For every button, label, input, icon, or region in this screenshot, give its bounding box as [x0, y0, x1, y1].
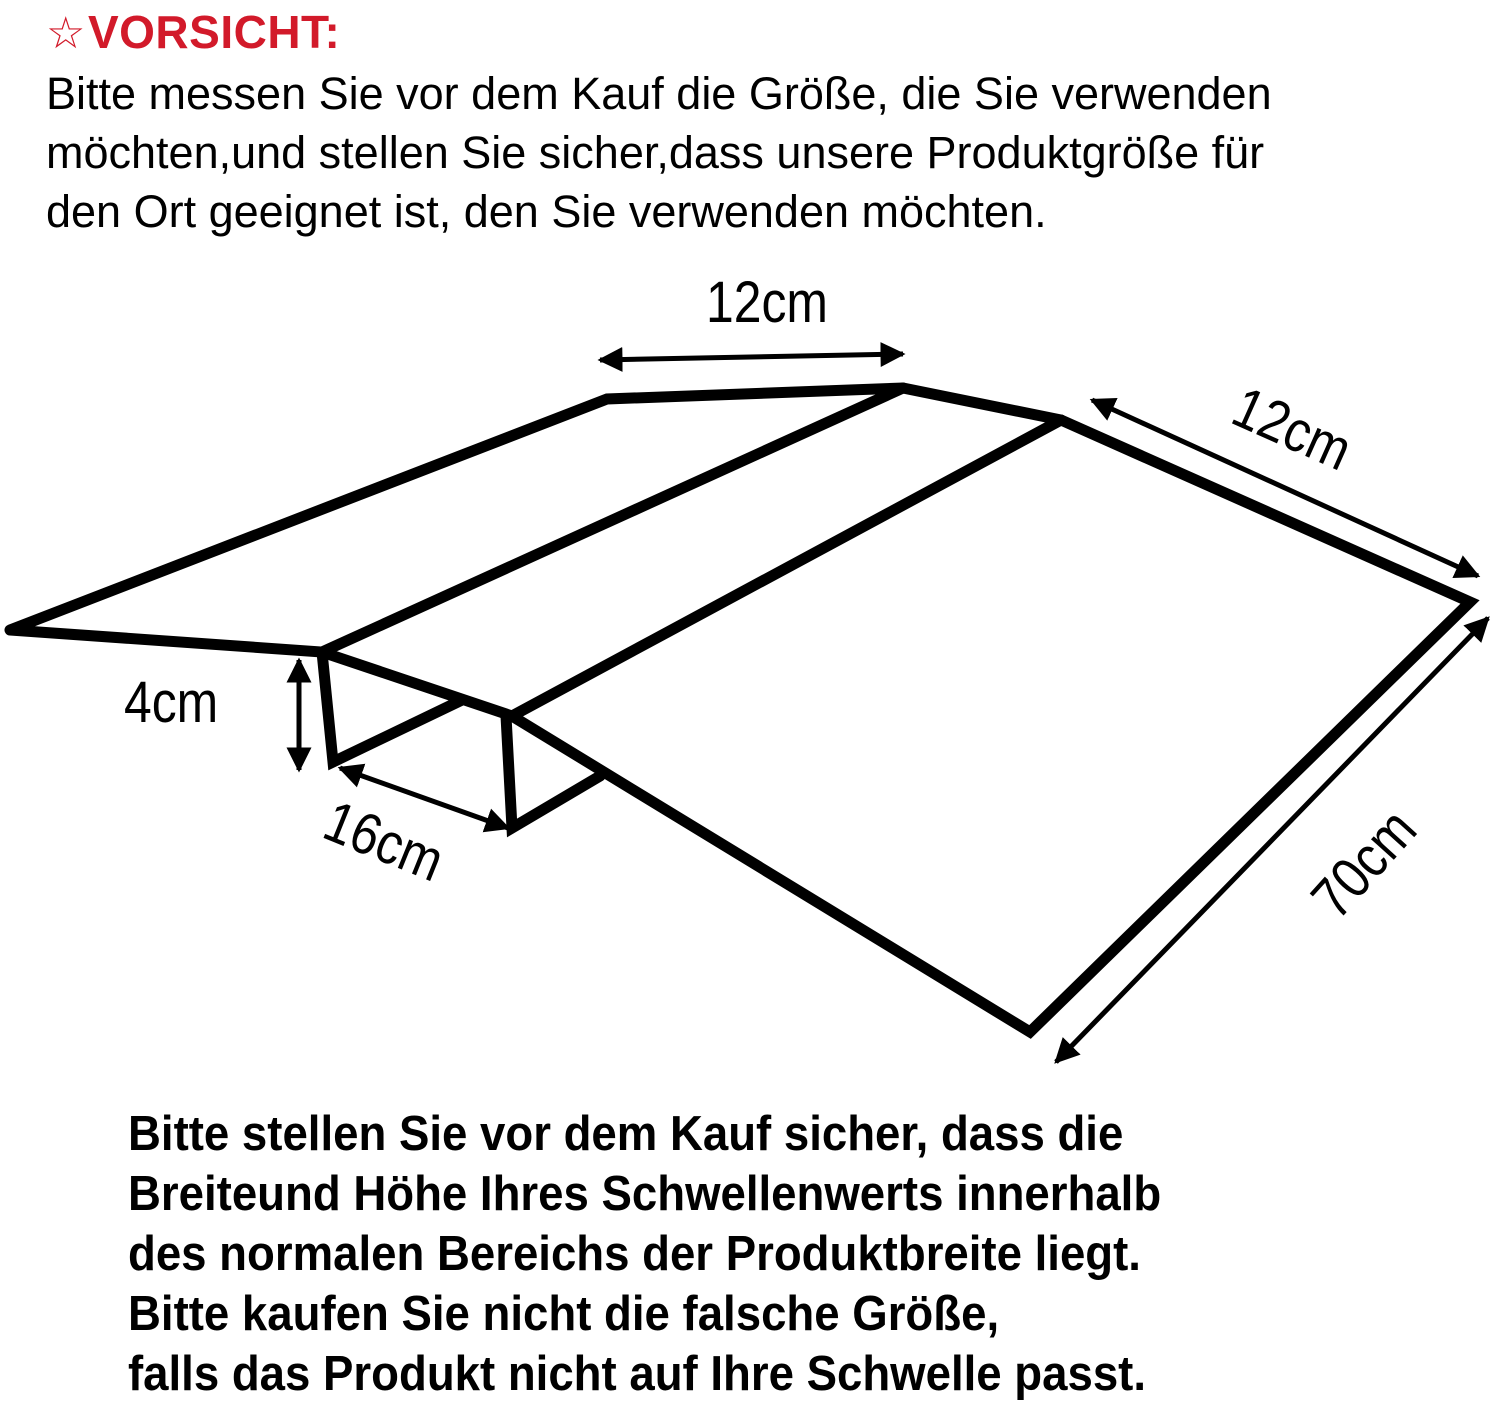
- notice-line: des normalen Bereichs der Produktbreite liegt.: [128, 1227, 1141, 1281]
- arrow-top-width: [600, 354, 903, 360]
- ramp-diagram: [0, 260, 1498, 1080]
- dimension-label-top-width: 12cm: [706, 270, 828, 335]
- dimension-label-length: 70cm: [1299, 796, 1429, 931]
- notice-line: Breiteund Höhe Ihres Schwellenwerts innerhalb: [128, 1167, 1162, 1221]
- notice-line: falls das Produkt nicht auf Ihre Schwelle passt.: [128, 1347, 1147, 1401]
- intro-line: den Ort geeignet ist, den Sie verwenden möchten.: [46, 186, 1047, 237]
- ramp-outline: [10, 388, 1470, 1032]
- intro-text: [46, 64, 1272, 241]
- notice-line: Bitte stellen Sie vor dem Kauf sicher, dass die: [128, 1107, 1124, 1161]
- dimension-label-ramp-depth: 12cm: [1223, 374, 1362, 484]
- ramp-drawing: [0, 260, 1498, 1080]
- intro-line: möchten,und stellen Sie sicher,dass unsere Produktgröße für: [46, 127, 1265, 178]
- warning-heading: [46, 4, 340, 62]
- intro-line: Bitte messen Sie vor dem Kauf die Größe, die Sie verwenden: [46, 68, 1272, 119]
- notice-line: Bitte kaufen Sie nicht die falsche Größe,: [128, 1287, 1000, 1341]
- purchase-notice: [128, 1104, 1239, 1404]
- dimension-label-height: 4cm: [124, 670, 219, 735]
- star-outline-icon: ☆: [46, 9, 86, 58]
- warning-title: VORSICHT:: [87, 6, 341, 58]
- dimension-label-bottom-width: 16cm: [315, 788, 453, 895]
